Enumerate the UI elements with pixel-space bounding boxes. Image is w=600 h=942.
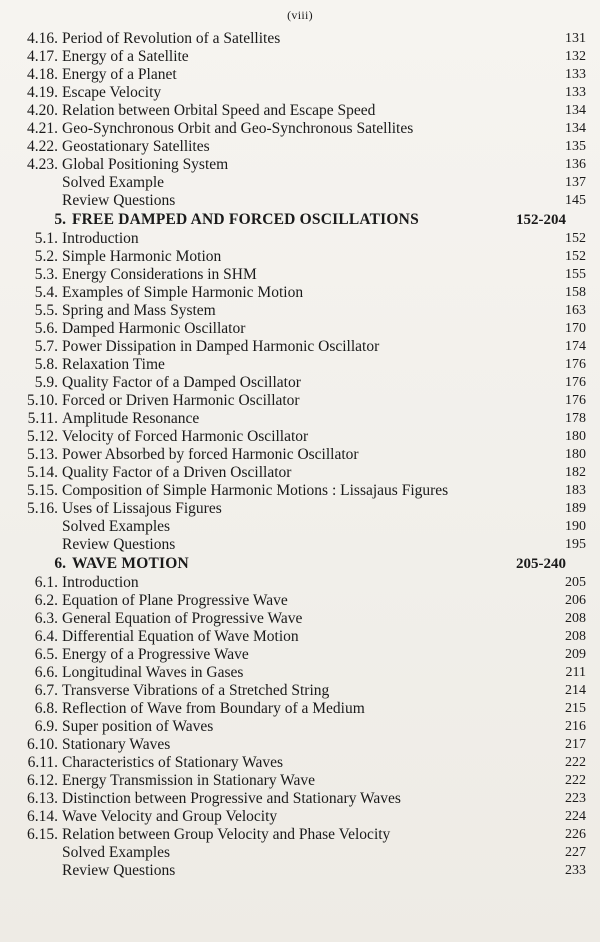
toc-entry-page: 158 bbox=[565, 285, 586, 300]
toc-entry-number: 4.16. bbox=[27, 30, 58, 47]
toc-entry-number: 5.6. bbox=[34, 320, 58, 337]
toc-entry-page: 214 bbox=[565, 683, 586, 698]
toc-entry bbox=[0, 30, 600, 48]
toc-entry bbox=[0, 664, 600, 682]
toc-entry-number: 5.3. bbox=[34, 266, 58, 283]
toc-entry-title: Longitudinal Waves in Gases bbox=[62, 664, 244, 681]
toc-entry-page: 227 bbox=[565, 845, 586, 860]
toc-entry-title: Super position of Waves bbox=[62, 718, 214, 735]
toc-entry bbox=[0, 410, 600, 428]
toc-entry-title: Energy Considerations in SHM bbox=[62, 266, 257, 283]
toc-entry-title: Global Positioning System bbox=[62, 156, 229, 173]
toc-entry-page: 152 bbox=[565, 231, 586, 246]
toc-entry-page: 217 bbox=[565, 737, 586, 752]
toc-entry-title: Damped Harmonic Oscillator bbox=[62, 320, 246, 337]
toc-entry-title: Simple Harmonic Motion bbox=[62, 248, 222, 265]
toc-entry-number: 6.6. bbox=[34, 664, 58, 681]
toc-entry-number: 6.1. bbox=[34, 574, 58, 591]
toc-entry-title: Introduction bbox=[62, 574, 139, 591]
toc-entry-number: 6.12. bbox=[27, 772, 58, 789]
toc-entry-number: 6.8. bbox=[34, 700, 58, 717]
toc-entry-page: 226 bbox=[565, 827, 586, 842]
toc-entry-number: 4.21. bbox=[27, 120, 58, 137]
toc-entry-title: Composition of Simple Harmonic Motions : Lissajaus Figures bbox=[62, 482, 449, 499]
table-of-contents bbox=[0, 30, 600, 880]
toc-entry-title: Solved Examples bbox=[62, 844, 171, 861]
toc-entry bbox=[0, 790, 600, 808]
toc-entry-page: 178 bbox=[565, 411, 586, 426]
toc-entry-page: 152-204 bbox=[516, 212, 566, 228]
toc-entry-page: 170 bbox=[565, 321, 586, 336]
toc-entry bbox=[0, 862, 600, 880]
toc-chapter-heading bbox=[0, 210, 600, 230]
toc-entry bbox=[0, 536, 600, 554]
toc-entry-page: 223 bbox=[565, 791, 586, 806]
toc-entry-title: Solved Example bbox=[62, 174, 165, 191]
toc-entry-title: FREE DAMPED AND FORCED OSCILLATIONS bbox=[72, 211, 419, 228]
toc-entry-page: 137 bbox=[565, 175, 586, 190]
toc-entry bbox=[0, 446, 600, 464]
toc-entry-title: Spring and Mass System bbox=[62, 302, 216, 319]
toc-entry-page: 208 bbox=[565, 611, 586, 626]
toc-entry-number: 6. bbox=[54, 555, 66, 572]
toc-entry-title: Quality Factor of a Driven Oscillator bbox=[62, 464, 292, 481]
toc-entry bbox=[0, 66, 600, 84]
toc-entry-number: 4.23. bbox=[27, 156, 58, 173]
toc-entry-page: 206 bbox=[565, 593, 586, 608]
toc-entry-page: 208 bbox=[565, 629, 586, 644]
toc-entry-page: 195 bbox=[565, 537, 586, 552]
toc-entry bbox=[0, 772, 600, 790]
toc-entry bbox=[0, 156, 600, 174]
toc-entry bbox=[0, 320, 600, 338]
toc-entry bbox=[0, 338, 600, 356]
toc-entry-page: 224 bbox=[565, 809, 586, 824]
toc-entry bbox=[0, 120, 600, 138]
toc-entry-title: Relation between Orbital Speed and Escape Speed bbox=[62, 102, 376, 119]
toc-entry bbox=[0, 682, 600, 700]
toc-entry-number: 5.10. bbox=[27, 392, 58, 409]
toc-entry-title: Introduction bbox=[62, 230, 139, 247]
toc-entry bbox=[0, 646, 600, 664]
toc-entry-number: 5.14. bbox=[27, 464, 58, 481]
toc-entry-title: Escape Velocity bbox=[62, 84, 162, 101]
toc-entry-page: 176 bbox=[565, 357, 586, 372]
toc-entry-title: Distinction between Progressive and Stationary Waves bbox=[62, 790, 401, 807]
toc-entry bbox=[0, 574, 600, 592]
toc-entry-title: Review Questions bbox=[62, 862, 176, 879]
toc-entry-title: Differential Equation of Wave Motion bbox=[62, 628, 299, 645]
toc-entry-page: 134 bbox=[565, 121, 586, 136]
toc-entry-number: 6.10. bbox=[27, 736, 58, 753]
toc-entry-title: Review Questions bbox=[62, 536, 176, 553]
toc-entry bbox=[0, 736, 600, 754]
toc-entry-title: WAVE MOTION bbox=[72, 555, 189, 572]
toc-entry-title: Forced or Driven Harmonic Oscillator bbox=[62, 392, 300, 409]
toc-entry-page: 131 bbox=[565, 31, 586, 46]
toc-entry bbox=[0, 428, 600, 446]
toc-entry-number: 6.14. bbox=[27, 808, 58, 825]
toc-entry bbox=[0, 464, 600, 482]
toc-entry bbox=[0, 138, 600, 156]
toc-entry bbox=[0, 356, 600, 374]
toc-entry bbox=[0, 808, 600, 826]
toc-entry bbox=[0, 826, 600, 844]
toc-entry bbox=[0, 302, 600, 320]
toc-entry-title: Quality Factor of a Damped Oscillator bbox=[62, 374, 301, 391]
toc-entry-page: 135 bbox=[565, 139, 586, 154]
toc-entry-page: 145 bbox=[565, 193, 586, 208]
toc-entry bbox=[0, 592, 600, 610]
toc-entry-number: 5.4. bbox=[34, 284, 58, 301]
toc-entry-title: Examples of Simple Harmonic Motion bbox=[62, 284, 304, 301]
toc-entry-number: 5.11. bbox=[27, 410, 58, 427]
toc-entry bbox=[0, 392, 600, 410]
toc-entry-page: 163 bbox=[565, 303, 586, 318]
toc-entry-title: Equation of Plane Progressive Wave bbox=[62, 592, 288, 609]
toc-entry-title: Wave Velocity and Group Velocity bbox=[62, 808, 278, 825]
toc-entry-page: 133 bbox=[565, 85, 586, 100]
toc-entry-number: 5.16. bbox=[27, 500, 58, 517]
toc-entry bbox=[0, 500, 600, 518]
toc-entry-page: 222 bbox=[565, 755, 586, 770]
toc-entry-page: 176 bbox=[565, 393, 586, 408]
toc-entry-number: 5.1. bbox=[34, 230, 58, 247]
toc-entry-title: Relaxation Time bbox=[62, 356, 165, 373]
toc-entry-title: Reflection of Wave from Boundary of a Medium bbox=[62, 700, 365, 717]
toc-entry-page: 182 bbox=[565, 465, 586, 480]
toc-entry bbox=[0, 266, 600, 284]
toc-entry-number: 5.9. bbox=[34, 374, 58, 391]
page-number: (viii) bbox=[287, 8, 313, 22]
toc-entry bbox=[0, 754, 600, 772]
toc-entry-title: Velocity of Forced Harmonic Oscillator bbox=[62, 428, 309, 445]
toc-entry-number: 5.7. bbox=[34, 338, 58, 355]
toc-entry-number: 6.3. bbox=[34, 610, 58, 627]
toc-entry-number: 4.22. bbox=[27, 138, 58, 155]
toc-entry-page: 174 bbox=[565, 339, 586, 354]
toc-entry-page: 233 bbox=[565, 863, 586, 878]
toc-entry-number: 5.2. bbox=[34, 248, 58, 265]
toc-entry-number: 4.20. bbox=[27, 102, 58, 119]
toc-entry-title: Period of Revolution of a Satellites bbox=[62, 30, 281, 47]
toc-entry bbox=[0, 628, 600, 646]
toc-entry bbox=[0, 844, 600, 862]
toc-entry-title: Power Dissipation in Damped Harmonic Oscillator bbox=[62, 338, 380, 355]
toc-entry-number: 5.13. bbox=[27, 446, 58, 463]
toc-entry-page: 155 bbox=[565, 267, 586, 282]
toc-entry-page: 136 bbox=[565, 157, 586, 172]
toc-entry-page: 189 bbox=[565, 501, 586, 516]
toc-entry-number: 6.11. bbox=[27, 754, 58, 771]
toc-entry-title: Solved Examples bbox=[62, 518, 171, 535]
toc-entry-title: General Equation of Progressive Wave bbox=[62, 610, 303, 627]
toc-entry bbox=[0, 718, 600, 736]
toc-entry bbox=[0, 518, 600, 536]
toc-entry-page: 211 bbox=[565, 665, 586, 680]
toc-entry-page: 205-240 bbox=[516, 556, 566, 572]
toc-entry-page: 222 bbox=[565, 773, 586, 788]
toc-entry bbox=[0, 174, 600, 192]
toc-entry-page: 180 bbox=[565, 447, 586, 462]
toc-entry-number: 4.18. bbox=[27, 66, 58, 83]
toc-entry bbox=[0, 84, 600, 102]
toc-entry-page: 183 bbox=[565, 483, 586, 498]
toc-entry-title: Energy of a Planet bbox=[62, 66, 177, 83]
toc-entry-number: 6.9. bbox=[34, 718, 58, 735]
toc-entry-number: 5. bbox=[54, 211, 66, 228]
toc-entry-title: Energy Transmission in Stationary Wave bbox=[62, 772, 316, 789]
toc-entry-page: 134 bbox=[565, 103, 586, 118]
toc-entry-title: Geostationary Satellites bbox=[62, 138, 210, 155]
toc-entry-title: Transverse Vibrations of a Stretched String bbox=[62, 682, 330, 699]
toc-entry-number: 6.4. bbox=[34, 628, 58, 645]
toc-entry-page: 133 bbox=[565, 67, 586, 82]
toc-entry-number: 6.7. bbox=[34, 682, 58, 699]
toc-entry-title: Stationary Waves bbox=[62, 736, 171, 753]
toc-entry-title: Power Absorbed by forced Harmonic Oscillator bbox=[62, 446, 359, 463]
toc-entry bbox=[0, 248, 600, 266]
toc-entry-title: Geo-Synchronous Orbit and Geo-Synchronous Satellites bbox=[62, 120, 414, 137]
toc-entry-number: 5.8. bbox=[34, 356, 58, 373]
toc-entry bbox=[0, 374, 600, 392]
toc-entry-title: Review Questions bbox=[62, 192, 176, 209]
toc-entry-number: 5.12. bbox=[27, 428, 58, 445]
toc-entry-title: Energy of a Progressive Wave bbox=[62, 646, 249, 663]
toc-entry bbox=[0, 284, 600, 302]
toc-entry-title: Relation between Group Velocity and Phase Velocity bbox=[62, 826, 391, 843]
toc-entry-page: 216 bbox=[565, 719, 586, 734]
toc-entry bbox=[0, 102, 600, 120]
toc-entry bbox=[0, 700, 600, 718]
toc-entry-page: 205 bbox=[565, 575, 586, 590]
toc-entry-number: 5.15. bbox=[27, 482, 58, 499]
toc-entry-page: 190 bbox=[565, 519, 586, 534]
toc-entry-number: 6.15. bbox=[27, 826, 58, 843]
toc-entry-number: 6.13. bbox=[27, 790, 58, 807]
toc-entry-page: 152 bbox=[565, 249, 586, 264]
toc-entry bbox=[0, 610, 600, 628]
toc-entry-number: 6.5. bbox=[34, 646, 58, 663]
toc-entry-number: 4.17. bbox=[27, 48, 58, 65]
toc-entry bbox=[0, 192, 600, 210]
toc-entry-page: 215 bbox=[565, 701, 586, 716]
toc-entry-number: 6.2. bbox=[34, 592, 58, 609]
toc-entry-page: 176 bbox=[565, 375, 586, 390]
toc-entry-title: Uses of Lissajous Figures bbox=[62, 500, 222, 517]
toc-entry bbox=[0, 48, 600, 66]
toc-entry-number: 5.5. bbox=[34, 302, 58, 319]
toc-entry-title: Energy of a Satellite bbox=[62, 48, 189, 65]
toc-entry-page: 180 bbox=[565, 429, 586, 444]
toc-entry-title: Amplitude Resonance bbox=[62, 410, 200, 427]
toc-entry-page: 209 bbox=[565, 647, 586, 662]
toc-entry bbox=[0, 230, 600, 248]
toc-chapter-heading bbox=[0, 554, 600, 574]
toc-entry-title: Characteristics of Stationary Waves bbox=[62, 754, 283, 771]
toc-entry bbox=[0, 482, 600, 500]
toc-entry-page: 132 bbox=[565, 49, 586, 64]
toc-entry-number: 4.19. bbox=[27, 84, 58, 101]
